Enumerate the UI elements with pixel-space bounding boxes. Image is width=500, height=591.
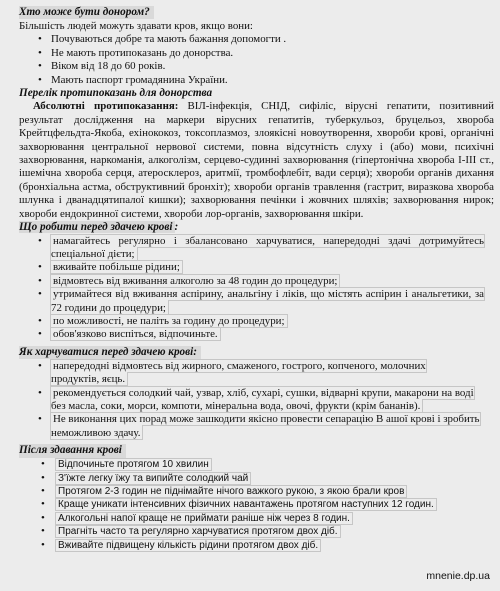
list-item [6, 458, 494, 471]
list-item-text: Краще уникати інтенсивних фізичних навантажень протягом наступних 12 годин. [58, 499, 434, 511]
list-item [6, 498, 494, 511]
list-item: • Мають паспорт громадянина України. [6, 74, 494, 87]
before-heading-text: Що робити перед здачею крові [19, 221, 173, 234]
list-item [6, 261, 494, 274]
donor-list [6, 33, 494, 87]
list-item-text: Відпочиньте протягом 10 хвилин [58, 459, 209, 471]
list-item-text: обов'язково виспіться, відпочиньте. [53, 328, 218, 341]
list-item-text: напередодні відмовтесь від жирного, смаженого, гострого, копченого, молочних продуктів, яєць. [51, 359, 426, 386]
list-item [6, 275, 494, 288]
list-item [6, 315, 494, 328]
absolute-contra-text: ВІЛ-інфекція, СНІД, сифіліс, вірусні гепатити, позитивний результат дослідження на маркери вірусних гепатитів, туберкульоз, бруцельоз, хвороба Крейтцфельдта-Якоба, ехінококоз, токсоплазмоз, злоякісні новоутворення, хвороби крові, органічні захворювання центральної нервової системи, повна відсутність слуху і (або) мови, психічні захворювання, наркоманія, алкоголізм, серцево-судинні захворювання (гіпертонічна хвороба І-ІІІ ст., ішемічна хвороба серця, атеросклероз, аритмії, тромбофлебіт, вади серця); хвороби органів дихання (бронхіальна астма, обструктивний бронхіт); хвороби органів травлення (гастрит, виразкова хвороба шлунка і дванадцятипалої кишки); захворювання печінки і жовчних шляхів; захворювання нирок; хвороби ендокринної системи, хвороби лор-органів, захворювання шкіри. [19, 100, 494, 220]
food-list [6, 360, 494, 440]
list-item [6, 512, 494, 525]
list-item [6, 485, 494, 498]
list-item [6, 472, 494, 485]
after-heading: Після здавання крові [19, 444, 126, 457]
absolute-contra-label: Абсолютні протипоказання: [33, 100, 179, 113]
list-item-text: Прагніть часто та регулярно харчуватися протягом двох діб. [58, 526, 338, 538]
list-item [6, 288, 494, 315]
list-item-text: Протягом 2-3 годин не піднімайте нічого важкого рукою, з якою брали кров [58, 486, 405, 497]
list-item-text: намагайтесь регулярно і збалансовано харчуватися, напередодні здачі дотримуйтесь спеціальної дієти; [51, 234, 484, 260]
list-item: • Віком від 18 до 60 років. [6, 60, 494, 73]
list-item [6, 235, 494, 262]
list-item [6, 525, 494, 538]
list-item: • Почуваються добре та мають бажання допомогти . [6, 33, 494, 46]
list-item [6, 387, 494, 414]
list-item-text: по можливості, не паліть за годину до процедури; [53, 314, 285, 327]
watermark: mnenie.dp.ua [426, 570, 490, 582]
food-heading: Як харчуватися перед здачею крові: [19, 346, 201, 359]
list-item-text: Не виконання цих порад може зашкодити якісно провести сепарацію В ашої крові і зробить неможливою здачу. [51, 413, 480, 439]
before-heading [19, 221, 494, 234]
before-list [6, 235, 494, 342]
donor-heading: Хто може бути донором? [19, 6, 154, 19]
list-item-text: відмовтесь від вживання алкоголю за 48 годин до процедури; [53, 274, 338, 287]
contra-paragraph [19, 100, 494, 221]
list-item-text: Вживайте підвищену кількість рідини протягом двох діб. [58, 539, 319, 551]
list-item [6, 539, 494, 552]
list-item-text: З'їжте легку їжу та випийте солодкий чай [58, 472, 249, 484]
list-item-text: утримайтеся від вживання аспірину, анальгіну і ліків, що містять аспірин і анальгетики, за 72 години до процедури; [51, 288, 484, 314]
list-item [6, 360, 494, 387]
list-item [6, 413, 494, 440]
donor-intro: Більшість людей можуть здавати кров, якщо вони: [19, 20, 253, 32]
list-item-text: Алкогольні напої краще не приймати раніше ніж через 8 годин. [58, 512, 350, 524]
after-list [6, 458, 494, 552]
list-item [6, 328, 494, 341]
before-heading-suffix: : [174, 221, 179, 234]
list-item-text: рекомендується солодкий чай, узвар, хліб, сухарі, сушки, відварні крупи, макарони на воді без масла, соки, морси, компоти, мінеральна вода, овочі, фрукти (крім бананів). [51, 386, 474, 412]
list-item-text: вживайте побільше рідини; [53, 261, 180, 274]
contra-heading: Перелік протипоказань для донорства [19, 87, 213, 100]
list-item: • Не мають протипоказань до донорства. [6, 47, 494, 60]
